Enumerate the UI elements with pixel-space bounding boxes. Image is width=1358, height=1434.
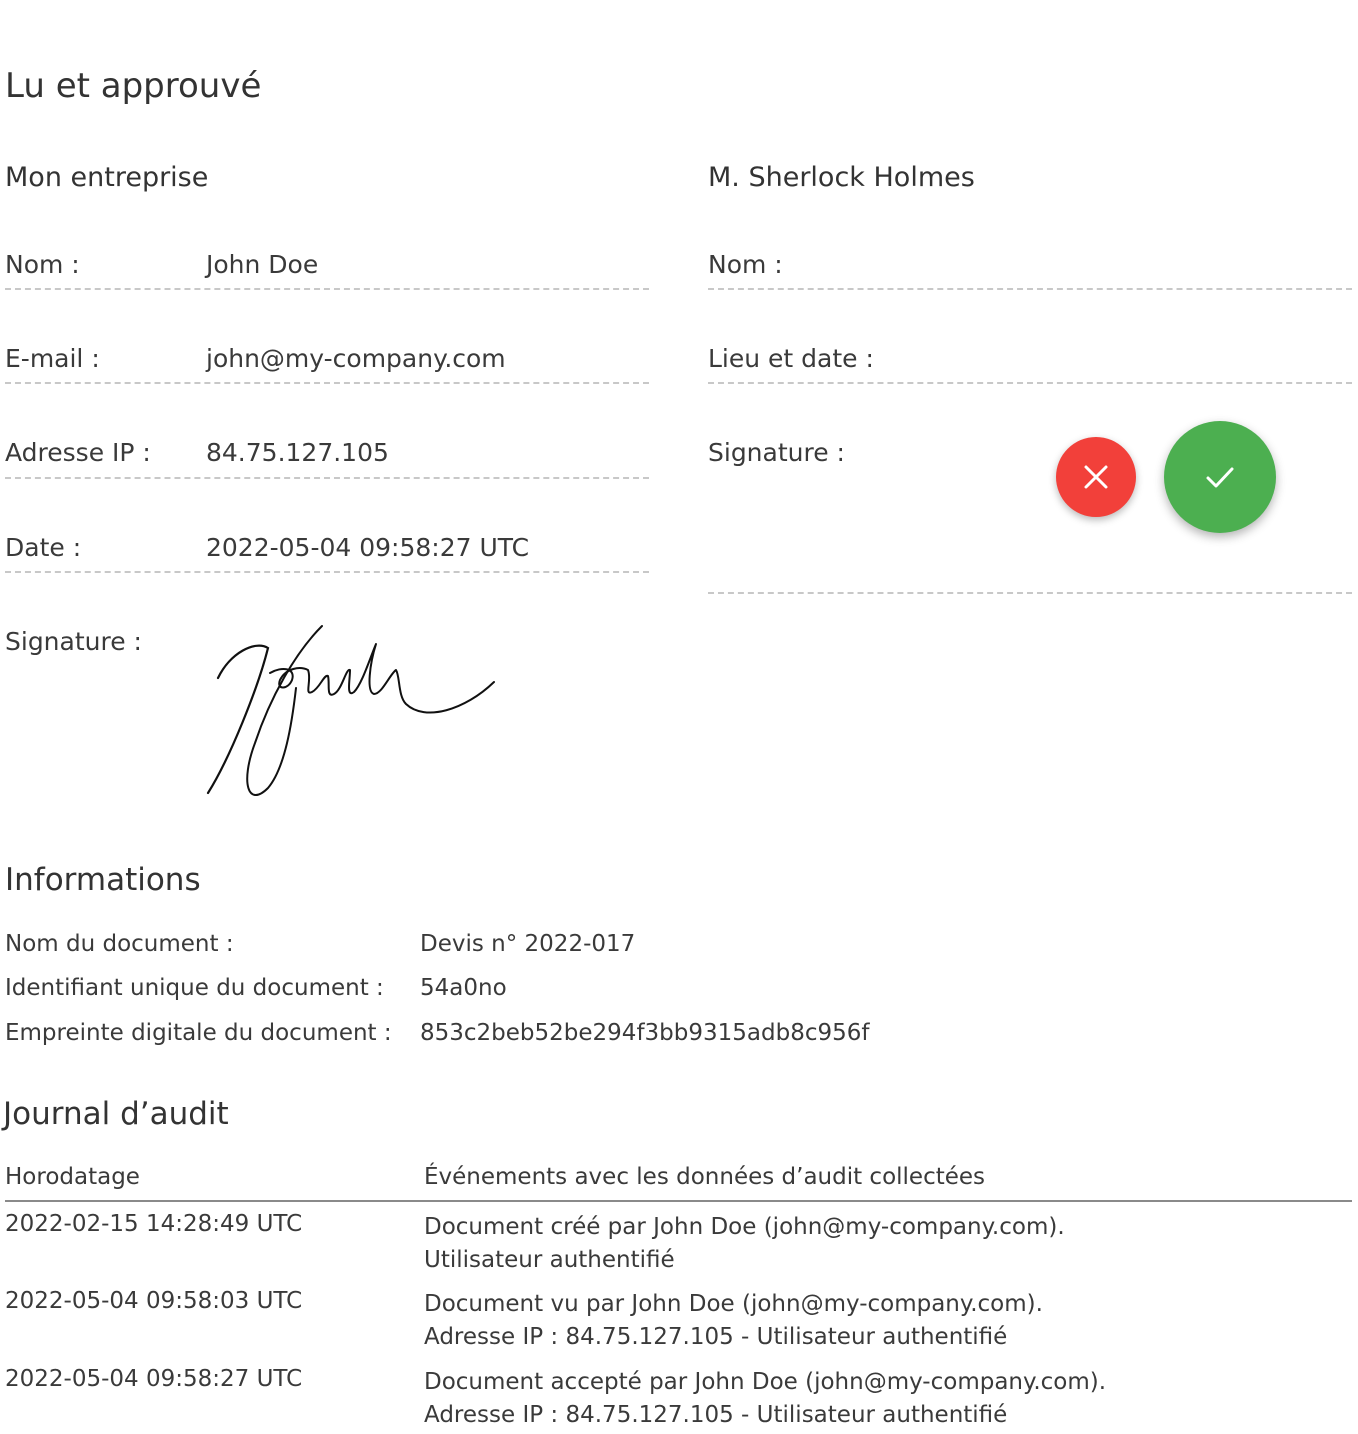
audit-row-event	[424, 1288, 1043, 1354]
info-doc-name-value: Devis n° 2022-017	[420, 931, 636, 957]
accept-button[interactable]	[1164, 421, 1276, 533]
company-email-value: john@my-company.com	[206, 344, 506, 373]
company-signature-label: Signature :	[5, 627, 142, 656]
company-name-divider	[5, 288, 649, 290]
audit-column-timestamp: Horodatage	[5, 1164, 140, 1190]
audit-event-line: Adresse IP : 84.75.127.105 - Utilisateur authentifié	[424, 1324, 1008, 1350]
audit-row-timestamp: 2022-02-15 14:28:49 UTC	[5, 1211, 303, 1237]
page-title: Lu et approuvé	[5, 66, 262, 106]
company-name-label: Nom :	[5, 250, 80, 279]
check-icon	[1202, 459, 1238, 495]
audit-column-events: Événements avec les données d’audit collectées	[424, 1164, 986, 1190]
info-doc-id-value: 54a0no	[420, 975, 507, 1001]
audit-event-line: Document créé par John Doe (john@my-company.com).	[424, 1214, 1065, 1240]
audit-row-event	[424, 1211, 1065, 1277]
client-place-date-label: Lieu et date :	[708, 344, 874, 373]
audit-header-rule	[5, 1200, 1352, 1202]
info-doc-hash-label: Empreinte digitale du document :	[5, 1020, 392, 1046]
client-signature-divider	[708, 592, 1352, 594]
info-doc-name-label: Nom du document :	[5, 931, 234, 957]
decline-button[interactable]	[1056, 437, 1136, 517]
audit-event-line: Document accepté par John Doe (john@my-company.com).	[424, 1369, 1107, 1395]
company-date-label: Date :	[5, 533, 82, 562]
client-signature-label: Signature :	[708, 438, 845, 467]
client-name-divider	[708, 288, 1352, 290]
company-signature-image	[200, 618, 500, 808]
audit-event-line: Document vu par John Doe (john@my-company.com).	[424, 1291, 1043, 1317]
company-email-divider	[5, 382, 649, 384]
info-doc-hash-value: 853c2beb52be294f3bb9315adb8c956f	[420, 1020, 870, 1046]
close-icon	[1081, 462, 1111, 492]
client-name-label: Nom :	[708, 250, 783, 279]
company-heading: Mon entreprise	[5, 162, 209, 193]
company-ip-label: Adresse IP :	[5, 438, 151, 467]
client-heading: M. Sherlock Holmes	[708, 162, 975, 193]
company-email-label: E-mail :	[5, 344, 100, 373]
client-place-date-divider	[708, 382, 1352, 384]
company-name-value: John Doe	[206, 250, 319, 279]
audit-row-timestamp: 2022-05-04 09:58:27 UTC	[5, 1366, 303, 1392]
company-ip-value: 84.75.127.105	[206, 438, 389, 467]
company-date-divider	[5, 571, 649, 573]
informations-heading: Informations	[5, 862, 201, 898]
audit-event-line: Adresse IP : 84.75.127.105 - Utilisateur authentifié	[424, 1402, 1008, 1428]
info-doc-id-label: Identifiant unique du document :	[5, 975, 384, 1001]
audit-row-event	[424, 1366, 1106, 1432]
audit-row-timestamp: 2022-05-04 09:58:03 UTC	[5, 1288, 303, 1314]
company-date-value: 2022-05-04 09:58:27 UTC	[206, 533, 530, 562]
company-ip-divider	[5, 477, 649, 479]
audit-heading: Journal d’audit	[3, 1096, 229, 1132]
audit-event-line: Utilisateur authentifié	[424, 1247, 675, 1273]
